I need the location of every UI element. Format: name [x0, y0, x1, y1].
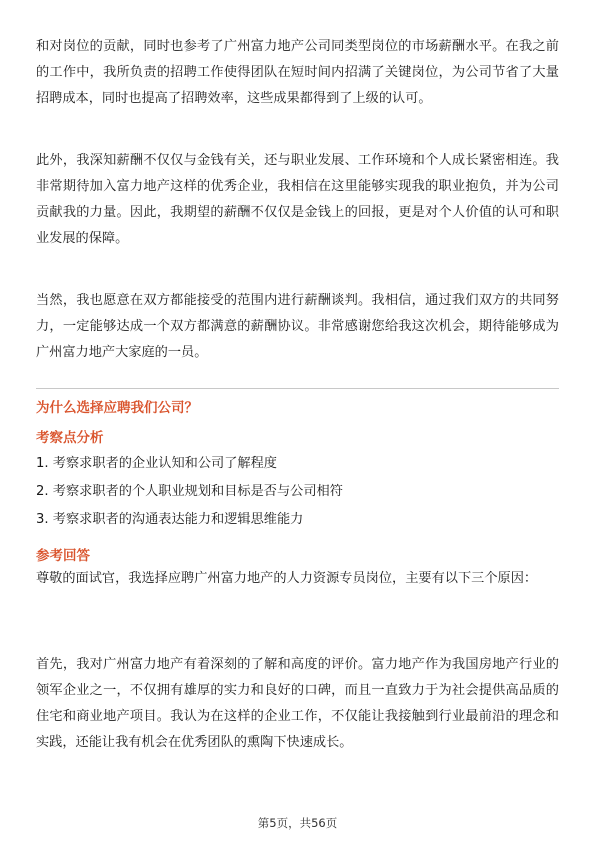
answer-paragraph: 首先，我对广州富力地产有着深刻的了解和高度的评价。富力地产作为我国房地产行业的领军企业之一，不仅拥有雄厚的实力和良好的口碑，而且一直致力于为社会提供高品质的住宅和商业地产项目。我认为在这样的企业工作，不仅能让我接触到行业最前沿的理念和实践，还能让我有机会在优秀团队的熏陶下快速成长。 [36, 657, 559, 750]
body-paragraph: 此外，我深知薪酬不仅仅与金钱有关，还与职业发展、工作环境和个人成长紧密相连。我非常期待加入富力地产这样的优秀企业，我相信在这里能够实现我的职业抱负，并为公司贡献我的力量。因此，我期望的薪酬不仅仅是金钱上的回报，更是对个人价值的认可和职业发展的保障。 [36, 153, 559, 246]
body-paragraph: 当然，我也愿意在双方都能接受的范围内进行薪酬谈判。我相信，通过我们双方的共同努力，一定能够达成一个双方都满意的薪酬协议。非常感谢您给我这次机会，期待能够成为广州富力地产大家庭的一员。 [36, 293, 559, 360]
analysis-point: 1. 考察求职者的企业认知和公司了解程度 [36, 456, 277, 471]
question-title: 为什么选择应聘我们公司？ [36, 400, 198, 416]
analysis-point: 2. 考察求职者的个人职业规划和目标是否与公司相符 [36, 484, 343, 499]
answer-heading: 参考回答 [36, 548, 90, 564]
document-page [36, 0, 559, 842]
body-paragraph: 和对岗位的贡献，同时也参考了广州富力地产公司同类型岗位的市场薪酬水平。在我之前的工作中，我所负责的招聘工作使得团队在短时间内招满了关键岗位，为公司节省了大量招聘成本，同时也提高了招聘效率，这些成果都得到了上级的认可。 [36, 39, 559, 106]
section-divider [36, 388, 559, 389]
page-number: 第5页，共56页 [257, 816, 338, 830]
analysis-point: 3. 考察求职者的沟通表达能力和逻辑思维能力 [36, 512, 304, 527]
analysis-heading: 考察点分析 [36, 430, 104, 446]
answer-paragraph: 尊敬的面试官，我选择应聘广州富力地产的人力资源专员岗位，主要有以下三个原因： [36, 571, 538, 586]
